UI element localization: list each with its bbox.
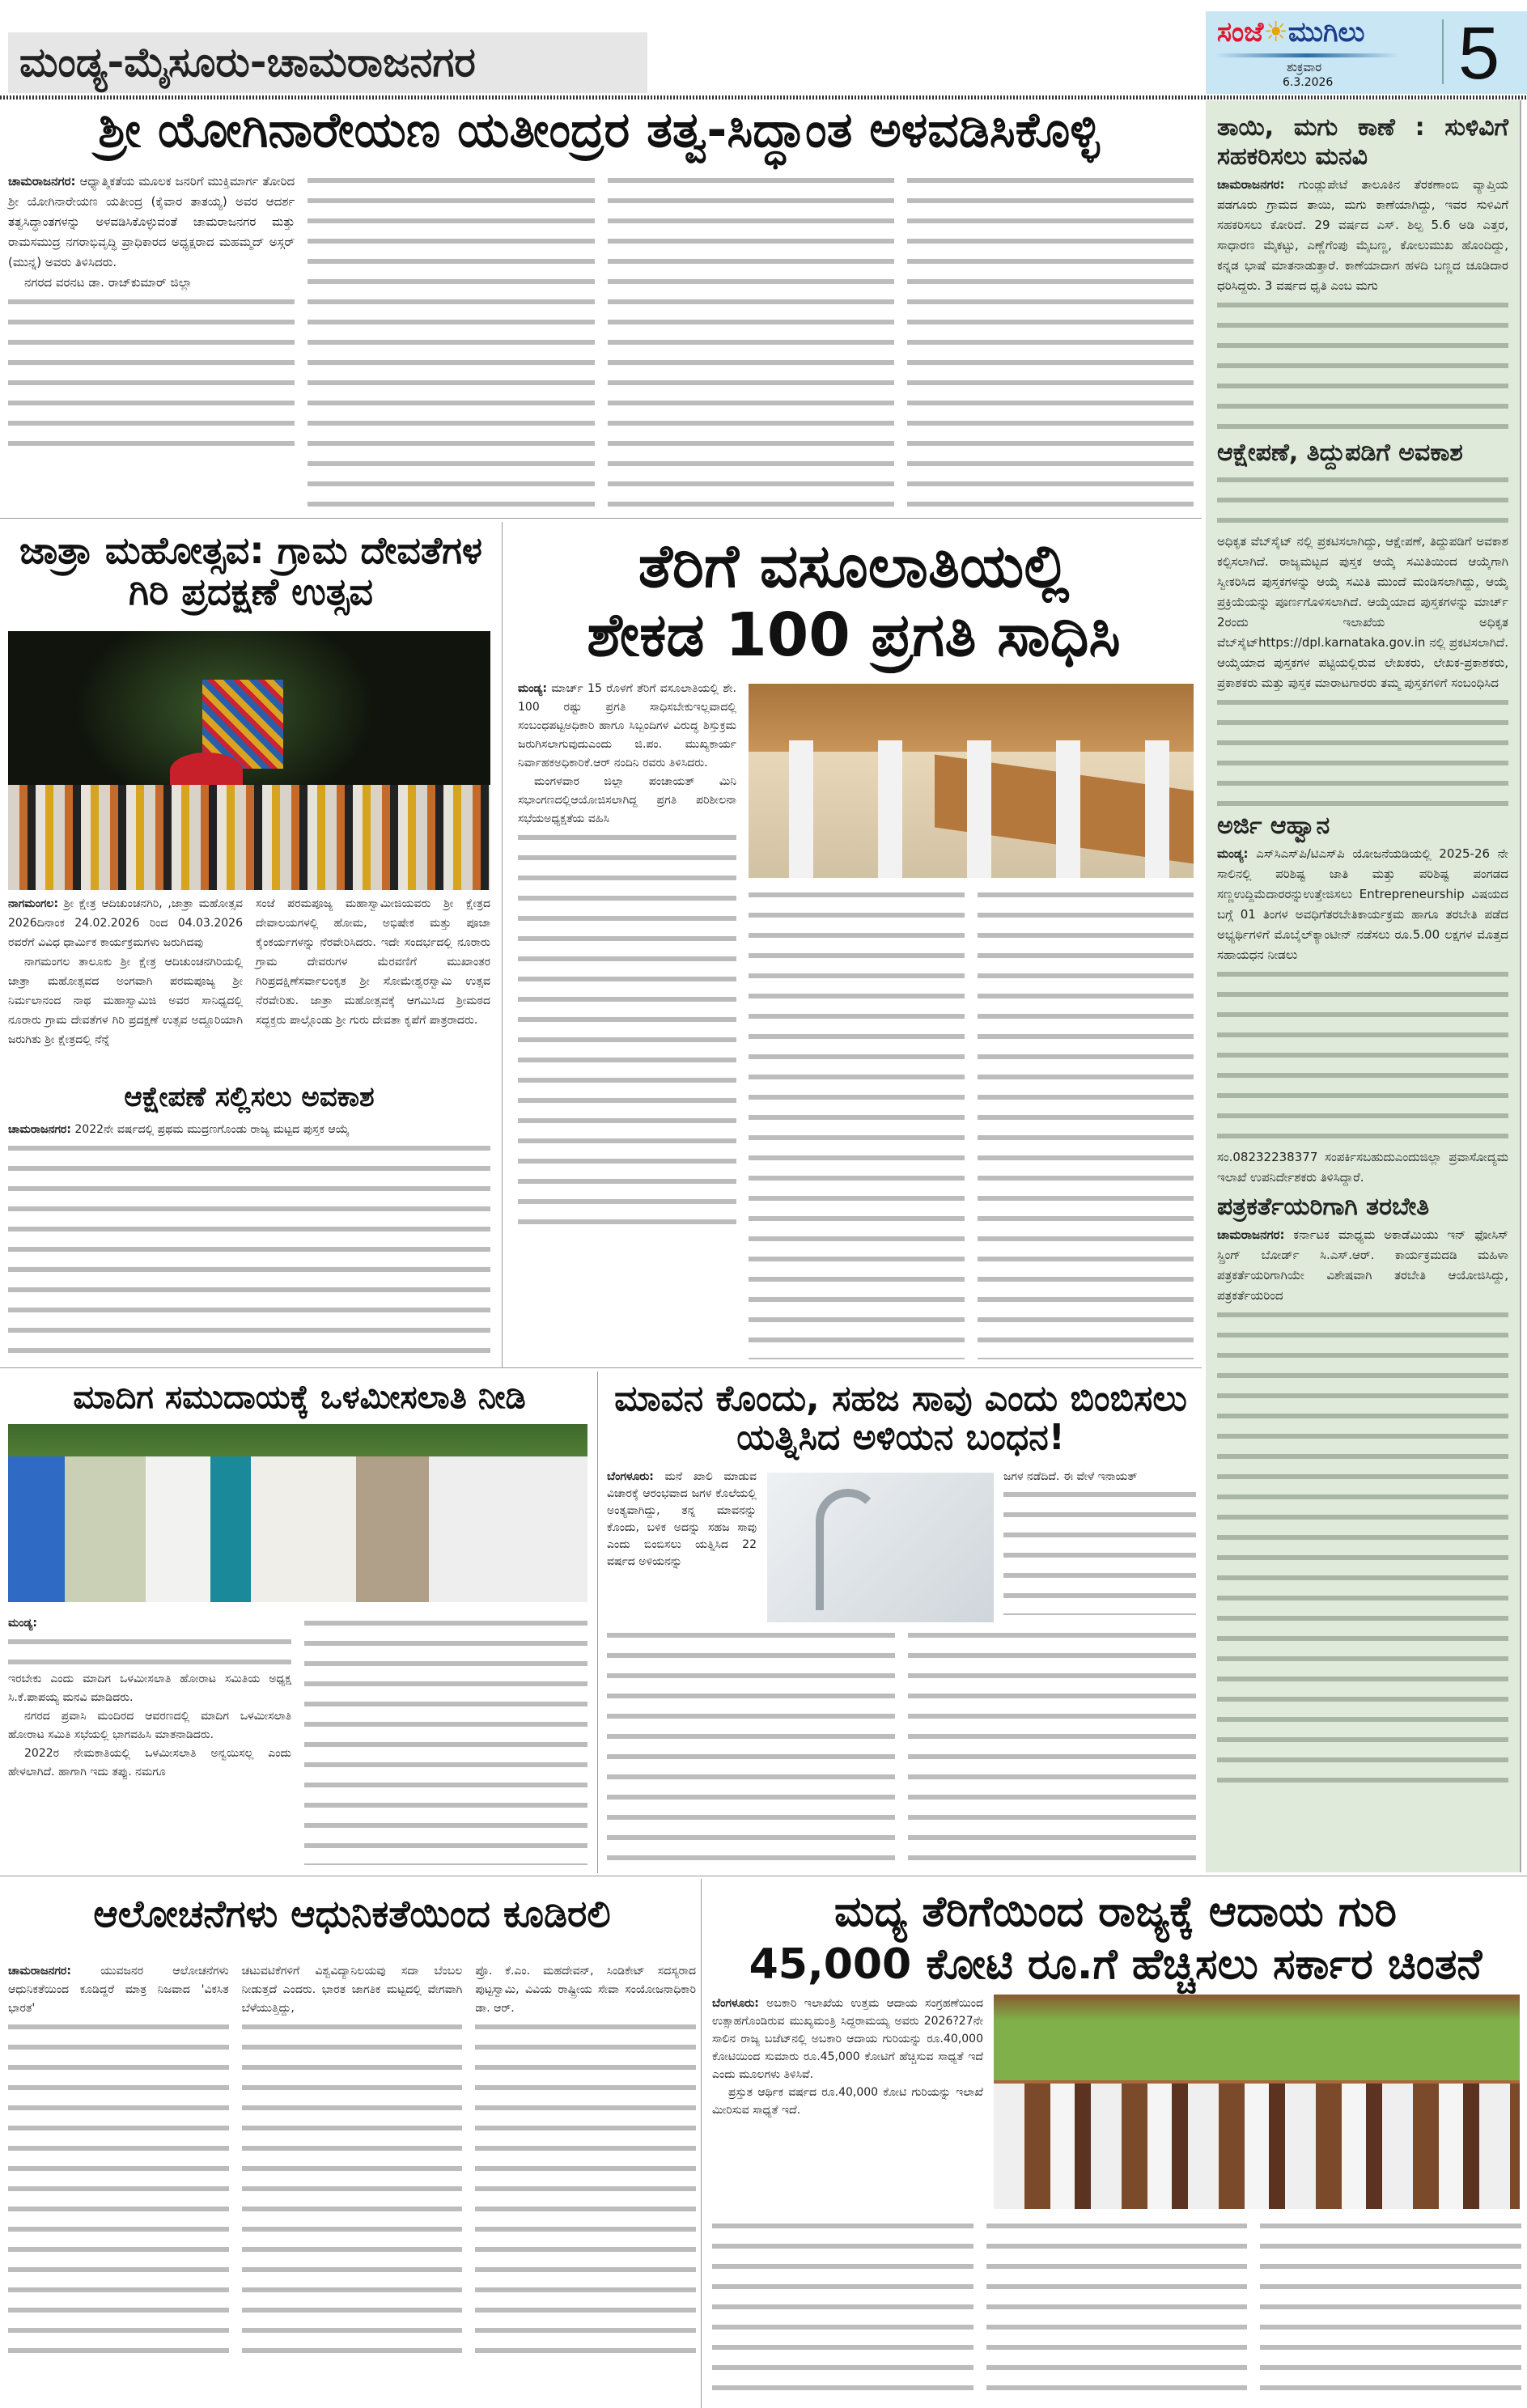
story-ideas	[8, 1962, 696, 2403]
text-column	[978, 886, 1194, 1359]
dateline: ಚಾಮರಾಜನಗರ:	[8, 1965, 71, 1978]
text-lines	[1217, 693, 1508, 807]
story-liquor-columns	[712, 2217, 1521, 2403]
text-lines	[518, 829, 736, 1233]
text-column	[607, 1626, 895, 1865]
text-column	[749, 886, 965, 1359]
headline-tax-line2: ಶೇಕಡ 100 ಪ್ರಗತಿ ಸಾಧಿಸಿ	[587, 600, 1121, 670]
story-text: ಇರಬೇಕು ಎಂದು ಮಾದಿಗ ಒಳಮೀಸಲಾತಿ ಹೋರಾಟ ಸಮಿತಿಯ ಅಧ್ಯಕ್ಷ ಸಿ.ಕೆ.ಪಾಪಯ್ಯ ಮನವಿ ಮಾಡಿದರು.	[8, 1672, 291, 1704]
story-text: 2022ನೇ ವರ್ಷದಲ್ಲಿ ಪ್ರಥಮ ಮುದ್ರಣಗೊಂಡು ರಾಜ್ಯ ಮಟ್ಟದ ಪುಸ್ತಕ ಆಯ್ಕೆ	[74, 1123, 350, 1136]
text-lines	[1217, 965, 1508, 1147]
crowd	[8, 785, 490, 890]
text-lines	[1217, 471, 1508, 532]
text-column	[608, 172, 894, 511]
brief-headline: ಅರ್ಜಿ ಆಹ್ವಾನ	[1217, 812, 1330, 840]
story-text: ಪ್ರೊ. ಕೆ.ಎಂ. ಮಹದೇವನ್, ಸಿಂಡಿಕೇಟ್ ಸದಸ್ಯರಾದ ಪುಟ್ಟಸ್ವಾಮಿ, ವಿವಿಯ ರಾಷ್ಟ್ರೀಯ ಸೇವಾ ಸಂಯೋಜನಾಧಿಕಾರಿ ಡಾ. ಆರ್.	[475, 1965, 697, 2015]
story-text: ಶ್ರೀ ಕ್ಷೇತ್ರ ಆದಿಚುಂಚನಗಿರಿ, ,ಜಾತ್ರಾ ಮಹೋತ್ಸವ 2026ದಿನಾಂಕ 24.02.2026 ರಿಂದ 04.03.2026 ರವರೆಗೆ ವಿವಿಧ ಧಾರ್ಮಿಕ ಕಾರ್ಯಕ್ರಮಗಳು ಜರುಗಿದವು	[8, 897, 244, 949]
story-murder	[607, 1469, 757, 1622]
story-text: ಸಂಜೆ ಪರಮಪೂಜ್ಯ ಮಹಾಸ್ವಾಮೀಜಿಯವರು ಶ್ರೀ ಕ್ಷೇತ್ರದ ದೇವಾಲಯಗಳಲ್ಲಿ ಹೋಮ, ಅಭಿಷೇಕ ಮತ್ತು ಪೂಜಾ ಕೈಂಕರ್ಯಗಳನ್ನು ನೆರವೇರಿಸಿದರು. ಇದೇ ಸಂದರ್ಭದಲ್ಲಿ ನೂರಾರು ಗ್ರಾಮ ದೇವರುಗಳ ಮೆರವಣಿಗೆ ಮುಖಾಂತರ ಗಿರಿಪ್ರದಕ್ಷಿಣೆಸರ್ವಾಲಂಕೃತ ಶ್ರೀ ಸೋಮೇಶ್ವರಸ್ವಾಮಿ ಉತ್ಸವ ನೆರವೇರಿತು. ಜಾತ್ರಾ ಮಹೋತ್ಸವಕ್ಕೆ ಆಗಮಿಸಿದ ಶ್ರೀಮಠದ ಸದ್ಭಕ್ತರು ಪಾಲ್ಗೊಂಡು ಶ್ರೀ ಗುರು ದೇವತಾ ಕೃಪೆಗೆ ಪಾತ್ರರಾದರು.	[256, 897, 490, 1027]
tap-spout	[816, 1489, 880, 1610]
text-lines	[475, 2018, 696, 2358]
headline-liquor-line1: ಮದ್ಯ ತೆರಿಗೆಯಿಂದ ರಾಜ್ಯಕ್ಕೆ ಆದಾಯ ಗುರಿ	[834, 1888, 1397, 1936]
story-tax-columns	[749, 886, 1194, 1359]
story-text: ಜಗಳ ನಡೆದಿದೆ. ಈ ವೇಳೆ ಇನಾಯತ್	[1003, 1470, 1138, 1483]
story-text: ನಗರದ ವರನಟ ಡಾ. ರಾಜ್‌ಕುಮಾರ್ ಜಿಲ್ಲಾ	[24, 275, 193, 290]
text-column	[907, 172, 1194, 511]
dotted-rule	[0, 95, 1527, 100]
madiga-photo	[8, 1424, 587, 1602]
divider	[597, 1371, 598, 1873]
headline-murder: ಮಾವನ ಕೊಂದು, ಸಹಜ ಸಾವು ಎಂದು ಬಿಂಬಿಸಲು ಯತ್ನಿಸಿದ ಅಳಿಯನ ಬಂಧನ!	[614, 1378, 1187, 1459]
dateline: ಚಾಮರಾಜನಗರ:	[8, 174, 76, 189]
text-lines	[1217, 296, 1508, 434]
divider	[502, 522, 503, 1367]
logo-rule	[1214, 53, 1400, 57]
story-text: ಮಾರ್ಚ್ 15 ರೊಳಗೆ ತೆರಿಗೆ ವಸೂಲಾತಿಯಲ್ಲಿ ಶೇ. 100 ರಷ್ಟು ಪ್ರಗತಿ ಸಾಧಿಸಬೇಕುಇಲ್ಲವಾದಲ್ಲಿ ಸಂಬಂಧಪಟ್ಟಅಧಿಕಾರಿ ಹಾಗೂ ಸಿಬ್ಬಂದಿಗಳ ವಿರುದ್ಧ ಶಿಸ್ತುಕ್ರಮ ಜರುಗಿಸಲಾಗುವುದುಎಂದು ಜಿ.ಪಂ. ಮುಖ್ಯಕಾರ್ಯ ನಿರ್ವಾಹಕಅಧಿಕಾರಿಕೆ.ಆರ್ ನಂದಿನಿ ರವರು ತಿಳಿಸಿದರು.	[518, 682, 736, 769]
divider	[0, 518, 1202, 519]
text-column	[908, 1626, 1196, 1865]
masthead	[1206, 11, 1527, 94]
text-lines	[8, 2018, 229, 2358]
story-text: ಎಸ್‌ಸಿಎಸ್‌ಪಿ/ಟಿಎಸ್‌ಪಿ ಯೋಜನೆಯಡಿಯಲ್ಲಿ 2025-26 ನೇ ಸಾಲಿನಲ್ಲಿ ಪರಿಶಿಷ್ಟ ಜಾತಿ ಮತ್ತು ಪರಿಶಿಷ್ಟ ಪಂಗಡದ ಸಣ್ಣಉದ್ದಿಮೆದಾರರನ್ನುಉತ್ತೇಜಿಸಲು Entrepreneurship ವಿಷಯದ ಬಗ್ಗೆ 01 ತಿಂಗಳ ಅವಧಿಗೆತರಬೇತಿಕಾರ್ಯಕ್ರಮ ಹಾಗೂ ತರಬೇತಿ ಪಡೆದ ಅಭ್ಯರ್ಥಿಗಳಿಗೆ ಮೊಬೈಲ್‌ಕ್ಯಾಂಟೀನ್ ನಡೆಸಲು ರೂ.5.00 ಲಕ್ಷಗಳ ಮೊತ್ತದ ಸಹಾಯಧನ ನೀಡಲು	[1217, 846, 1508, 962]
logo-blue-word: ಮುಗಿಲು	[1287, 16, 1365, 49]
headline-liquor-line2: 45,000 ಕೋಟಿ ರೂ.ಗೆ ಹೆಚ್ಚಿಸಲು ಸರ್ಕಾರ ಚಿಂತನೆ	[749, 1940, 1482, 1989]
festival-photo	[8, 631, 490, 890]
dateline: ಮಂಡ್ಯ:	[1217, 846, 1249, 861]
story-text: 2022ರ ನೇಮಕಾತಿಯಲ್ಲಿ ಒಳಮೀಸಲಾತಿ ಅನ್ವಯಿಸಲ್ಲ ಎಂದು ಹೇಳಲಾಗಿದೆ. ಹಾಗಾಗಿ ಇದು ತಪ್ಪು. ನಮಗೂ	[8, 1747, 291, 1778]
story-text: ಆಧ್ಯಾತ್ಮಿಕತೆಯ ಮೂಲಕ ಜನರಿಗೆ ಮುಕ್ತಿಮಾರ್ಗ ತೋರಿದ ಶ್ರೀ ಯೋಗಿನಾರೇಯಣ ಯತೀಂದ್ರ (ಕೈವಾರ ತಾತಯ್ಯ) ಅವರ ಆದರ್ಶ ತತ್ವಸಿದ್ಧಾಂತಗಳನ್ನು ಅಳವಡಿಸಿಕೊಳ್ಳುವಂತೆ ಚಾಮರಾಜನಗರ ಮತ್ತು ರಾಮಸಮುದ್ರ ನಗರಾಭಿವೃದ್ಧಿ ಪ್ರಾಧಿಕಾರದ ಅಧ್ಯಕ್ಷರಾದ ಮಹಮ್ಮದ್ ಅಸ್ಗರ್ (ಮುನ್ನ) ಅವರು ತಿಳಿಸಿದರು.	[8, 174, 295, 269]
story-jatra	[8, 894, 490, 1080]
headline-ideas: ಆಲೋಚನೆಗಳು ಆಧುನಿಕತೆಯಿಂದ ಕೂಡಿರಲಿ	[93, 1892, 611, 1935]
divider	[1442, 19, 1444, 84]
text-column	[712, 2217, 973, 2403]
text-column	[308, 172, 594, 511]
sun-palm-icon: ☀	[1263, 16, 1288, 49]
text-column	[1260, 2217, 1521, 2403]
text-column	[304, 1614, 587, 1865]
story-text: ಯುವಜನರ ಆಲೋಚನೆಗಳು ಆಧುನಿಕತೆಯಿಂದ ಕೂಡಿದ್ದರೆ ಮಾತ್ರ ನಿಜವಾದ 'ವಿಕಸಿತ ಭಾರತ'	[8, 1965, 229, 2015]
page-number: 5	[1458, 12, 1500, 95]
story-text: ಪ್ರಸ್ತುತ ಆರ್ಥಿಕ ವರ್ಷದ ರೂ.40,000 ಕೋಟಿ ಗುರಿಯನ್ನು ಇಲಾಖೆ ಮೀರಿಸುವ ಸಾಧ್ಯತೆ ಇದೆ.	[712, 2086, 983, 2117]
meeting-photo	[749, 684, 1194, 878]
assembly-photo	[994, 1995, 1520, 2209]
issue-date: 6.3.2026	[1283, 76, 1334, 89]
newspaper-logo	[1217, 16, 1364, 49]
water-tap-photo	[767, 1473, 994, 1622]
story-objection	[8, 1121, 490, 1359]
sidebar-briefs	[1206, 100, 1521, 1872]
dateline: ಚಾಮರಾಜನಗರ:	[1217, 1227, 1285, 1242]
story-text: ನಾಗಮಂಗಲ ತಾಲೂಕು ಶ್ರೀ ಕ್ಷೇತ್ರ ಆದಿಚುಂಚನಗಿರಿಯಲ್ಲಿ ಜಾತ್ರಾ ಮಹೋತ್ಸವದ ಅಂಗವಾಗಿ ಪರಮಪೂಜ್ಯ ಶ್ರೀ ನಿರ್ಮಲಾನಂದ ನಾಥ ಮಹಾಸ್ವಾಮಿಜಿ ಅವರ ಸಾನಿಧ್ಯದಲ್ಲಿ ನೂರಾರು ಗ್ರಾಮ ದೇವತೆಗಳ ಗಿರಿ ಪ್ರದಕ್ಷಣೆ ಉತ್ಸವ ಅದ್ದೂರಿಯಾಗಿ ಜರುಗಿತು ಶ್ರೀ ಕ್ಷೇತ್ರದಲ್ಲಿ ನೆನ್ನೆ	[8, 956, 243, 1046]
story-tax	[518, 680, 736, 1359]
dateline: ಚಾಮರಾಜನಗರ:	[8, 1123, 71, 1136]
text-column	[986, 2217, 1248, 2403]
text-lines	[8, 1139, 490, 1354]
text-lines	[1003, 1486, 1196, 1615]
issue-day: ಶುಕ್ರವಾರ	[1287, 60, 1322, 74]
headline-yogi: ಶ್ರೀ ಯೋಗಿನಾರೇಯಣ ಯತೀಂದ್ರರ ತತ್ವ-ಸಿದ್ಧಾಂತ ಅಳವಡಿಸಿಕೊಳ್ಳಿ	[98, 102, 1100, 159]
dateline: ಬೆಂಗಳೂರು:	[607, 1470, 654, 1483]
red-umbrella	[170, 752, 243, 789]
text-lines	[242, 2018, 463, 2358]
story-yogi	[8, 172, 1194, 511]
text-lines	[8, 1633, 291, 1670]
story-madiga	[8, 1614, 587, 1865]
story-murder-col2	[1003, 1469, 1196, 1622]
story-text: ಗುಂಡ್ಲುಪೇಟೆ ತಾಲೂಕಿನ ತೆರಕಣಾಂಬಿ ವ್ಯಾಪ್ತಿಯ ಪಡಗೂರು ಗ್ರಾಮದ ತಾಯಿ, ಮಗು ಕಾಣೆಯಾಗಿದ್ದು, ಇವರ ಸುಳಿವಿಗೆ ಸಹಕರಿಸಲು ಕೋರಿದೆ. 29 ವರ್ಷದ ಎಸ್. ಶಿಲ್ಪ 5.6 ಅಡಿ ಎತ್ತರ, ಸಾಧಾರಣ ಮೈಕಟ್ಟು, ಎಣ್ಣೆಗೆಂಪು ಮೈಬಣ್ಣ, ಕೋಲುಮುಖ ಹೊಂದಿದ್ದು, ಕನ್ನಡ ಭಾಷೆ ಮಾತನಾಡುತ್ತಾರೆ. ಕಾಣೆಯಾದಾಗ ಹಳದಿ ಬಣ್ಣದ ಚೂಡಿದಾರ ಧರಿಸಿದ್ದರು. 3 ವರ್ಷದ ಧೃತಿ ಎಂಬ ಮಗು	[1217, 177, 1508, 293]
headline-tax-line1: ತೆರಿಗೆ ವಸೂಲಾತಿಯಲ್ಲಿ	[638, 532, 1070, 601]
story-text: ಅಬಕಾರಿ ಇಲಾಖೆಯ ಉತ್ತಮ ಆದಾಯ ಸಂಗ್ರಹಣೆಯಿಂದ ಉತ್ಸಾಹಗೊಂಡಿರುವ ಮುಖ್ಯಮಂತ್ರಿ ಸಿದ್ದರಾಮಯ್ಯ ಅವರು 2026?27ನೇ ಸಾಲಿನ ರಾಜ್ಯ ಬಜೆಟ್‌ನಲ್ಲಿ ಅಬಕಾರಿ ಆದಾಯ ಗುರಿಯನ್ನು ರೂ.40,000 ಕೋಟಿಯಿಂದ ಸುಮಾರು ರೂ.45,000 ಕೋಟಿಗೆ ಹೆಚ್ಚಿಸುವ ಸಾಧ್ಯತೆ ಇದೆ ಎಂದು ಮೂಲಗಳು ತಿಳಿಸಿವೆ.	[712, 1997, 984, 2081]
story-text: ನಗರದ ಪ್ರವಾಸಿ ಮಂದಿರದ ಆವರಣದಲ್ಲಿ ಮಾದಿಗ ಒಳಮೀಸಲಾತಿ ಹೋರಾಟ ಸಮಿತಿ ಸಭೆಯಲ್ಲಿ ಭಾಗವಹಿಸಿ ಮಾತನಾಡಿದರು.	[8, 1710, 291, 1741]
brief-headline: ಆಕ್ಷೇಪಣೆ, ತಿದ್ದುಪಡಿಗೆ ಅವಕಾಶ	[1217, 439, 1463, 467]
brief-headline: ಪತ್ರಕರ್ತೆಯರಿಗಾಗಿ ತರಬೇತಿ	[1217, 1193, 1430, 1221]
brief-headline: ತಾಯಿ, ಮಗು ಕಾಣೆ : ಸುಳಿವಿಗೆ ಸಹಕರಿಸಲು ಮನವಿ	[1217, 113, 1508, 171]
headline-madiga: ಮಾದಿಗ ಸಮುದಾಯಕ್ಕೆ ಒಳಮೀಸಲಾತಿ ನೀಡಿ	[73, 1379, 526, 1416]
story-text: ಸಂ.08232238377 ಸಂಪರ್ಕಿಸಬಹುದುಎಂದುಜಿಲ್ಲಾ ಪ್ರವಾಸೋದ್ಯಮ ಇಲಾಖೆ ಉಪನಿರ್ದೇಶಕರು ತಿಳಿಸಿದ್ದಾರೆ.	[1217, 1150, 1508, 1185]
dateline: ಚಾಮರಾಜನಗರ:	[1217, 177, 1285, 192]
people	[8, 1456, 587, 1602]
section-title: ಮಂಡ್ಯ-ಮೈಸೂರು-ಚಾಮರಾಜನಗರ	[8, 32, 647, 93]
text-lines	[8, 293, 295, 455]
headline-objection: ಆಕ್ಷೇಪಣೆ ಸಲ್ಲಿಸಲು ಅವಕಾಶ	[124, 1081, 375, 1113]
dateline: ಮಂಡ್ಯ:	[518, 682, 547, 695]
attendees	[757, 740, 1194, 878]
story-text: ಕರ್ನಾಟಕ ಮಾಧ್ಯಮ ಅಕಾಡೆಮಿಯು ಇನ್ ಫೋಸಿಸ್ ಸ್ಪ್ರಿಂಗ್ ಬೋರ್ಡ್ ಸಿ.ಎಸ್.ಆರ್. ಕಾರ್ಯಕ್ರಮದಡಿ ಮಹಿಳಾ ಪತ್ರಕರ್ತೆಯರಿಗಾಗಿಯೇ ವಿಶೇಷವಾಗಿ ತರಬೇತಿ ಆಯೋಜಿಸಿದ್ದು, ಪತ್ರಕರ್ತೆಯರಿಂದ	[1217, 1227, 1508, 1303]
story-text: ಮನೆ ಖಾಲಿ ಮಾಡುವ ವಿಚಾರಕ್ಕೆ ಆರಂಭವಾದ ಜಗಳ ಕೊಲೆಯಲ್ಲಿ ಅಂತ್ಯವಾಗಿದ್ದು, ತನ್ನ ಮಾವನನ್ನು ಕೊಂದು, ಬಳಿಕ ಅದನ್ನು ಸಹಜ ಸಾವು ಎಂದು ಬಿಂಬಿಸಲು ಯತ್ನಿಸಿದ 22 ವರ್ಷದ ಅಳಿಯನನ್ನು	[607, 1470, 757, 1568]
text-lines	[1217, 1306, 1508, 1791]
legislators	[994, 2084, 1520, 2209]
story-text: ಅಧಿಕೃತ ವೆಬ್‌ಸೈಟ್ ನಲ್ಲಿ ಪ್ರಕಟಿಸಲಾಗಿದ್ದು, ಆಕ್ಷೇಪಣೆ, ತಿದ್ದುಪಡಿಗೆ ಅವಕಾಶ ಕಲ್ಪಿಸಲಾಗಿದೆ. ರಾಜ್ಯಮಟ್ಟದ ಪುಸ್ತಕ ಆಯ್ಕೆ ಸಮಿತಿಯಿಂದ ಆಯ್ಕೆಗಾಗಿ ಸ್ವೀಕರಿಸಿದ ಪುಸ್ತಕಗಳನ್ನು ಆಯ್ಕೆ ಸಮಿತಿ ಮುಂದೆ ಮಂಡಿಸಲಾಗಿದ್ದು, ಆಯ್ಕೆ ಪ್ರಕ್ರಿಯೆಯನ್ನು ಪೂರ್ಣಗೊಳಿಸಲಾಗಿದೆ. ಆಯ್ಕೆಯಾದ ಪುಸ್ತಕಗಳನ್ನು ಮಾರ್ಚ್ 2ರಂದು ಇಲಾಖೆಯ ಅಧಿಕೃತ ವೆಬ್‌ಸೈಟ್https://dpl.karnataka.gov.in ನಲ್ಲಿ ಪ್ರಕಟಿಸಲಾಗಿದೆ. ಆಯ್ಕೆಯಾದ ಪುಸ್ತಕಗಳ ಪಟ್ಟಿಯಲ್ಲಿರುವ ಲೇಖಕರು, ಲೇಖಕ-ಪ್ರಕಾಶಕರು, ಪ್ರಕಾಶಕರು ಮತ್ತು ಪುಸ್ತಕ ಮಾರಾಟಗಾರರು ತಮ್ಮ ಪುಸ್ತಕಗಳಿಗೆ ಸಂಬಂಧಿಸಿದ	[1217, 534, 1508, 690]
dateline: ಮಂಡ್ಯ:	[8, 1617, 37, 1630]
story-text: ಚಟುವಟಿಕೆಗಳಿಗೆ ವಿಶ್ವವಿದ್ಯಾನಿಲಯವು ಸದಾ ಬೆಂಬಲ ನೀಡುತ್ತದೆ ಎಂದರು. ಭಾರತ ಜಾಗತಿಕ ಮಟ್ಟದಲ್ಲಿ ವೇಗವಾಗಿ ಬೆಳೆಯುತ್ತಿದ್ದು,	[241, 1965, 463, 2015]
story-liquor	[712, 1995, 983, 2205]
story-murder-columns	[607, 1626, 1196, 1865]
divider	[701, 1879, 702, 2408]
story-text: ಮಂಗಳವಾರ ಜಿಲ್ಲಾ ಪಂಚಾಯತ್ ಮಿನಿ ಸಭಾಂಗಣದಲ್ಲಿಆಯೋಜಿಸಲಾಗಿದ್ದ ಪ್ರಗತಿ ಪರಿಶೀಲನಾ ಸಭೆಯಅಧ್ಯಕ್ಷತೆಯ ವಹಿಸಿ	[518, 775, 736, 825]
headline-jatra: ಜಾತ್ರಾ ಮಹೋತ್ಸವ: ಗ್ರಾಮ ದೇವತೆಗಳ ಗಿರಿ ಪ್ರದಕ್ಷಣೆ ಉತ್ಸವ	[19, 528, 482, 613]
dateline: ನಾಗಮಂಗಲ:	[8, 897, 59, 910]
divider	[0, 1367, 1202, 1368]
dateline: ಬೆಂಗಳೂರು:	[712, 1997, 759, 2010]
logo-red-word: ಸಂಜೆ	[1217, 16, 1264, 49]
